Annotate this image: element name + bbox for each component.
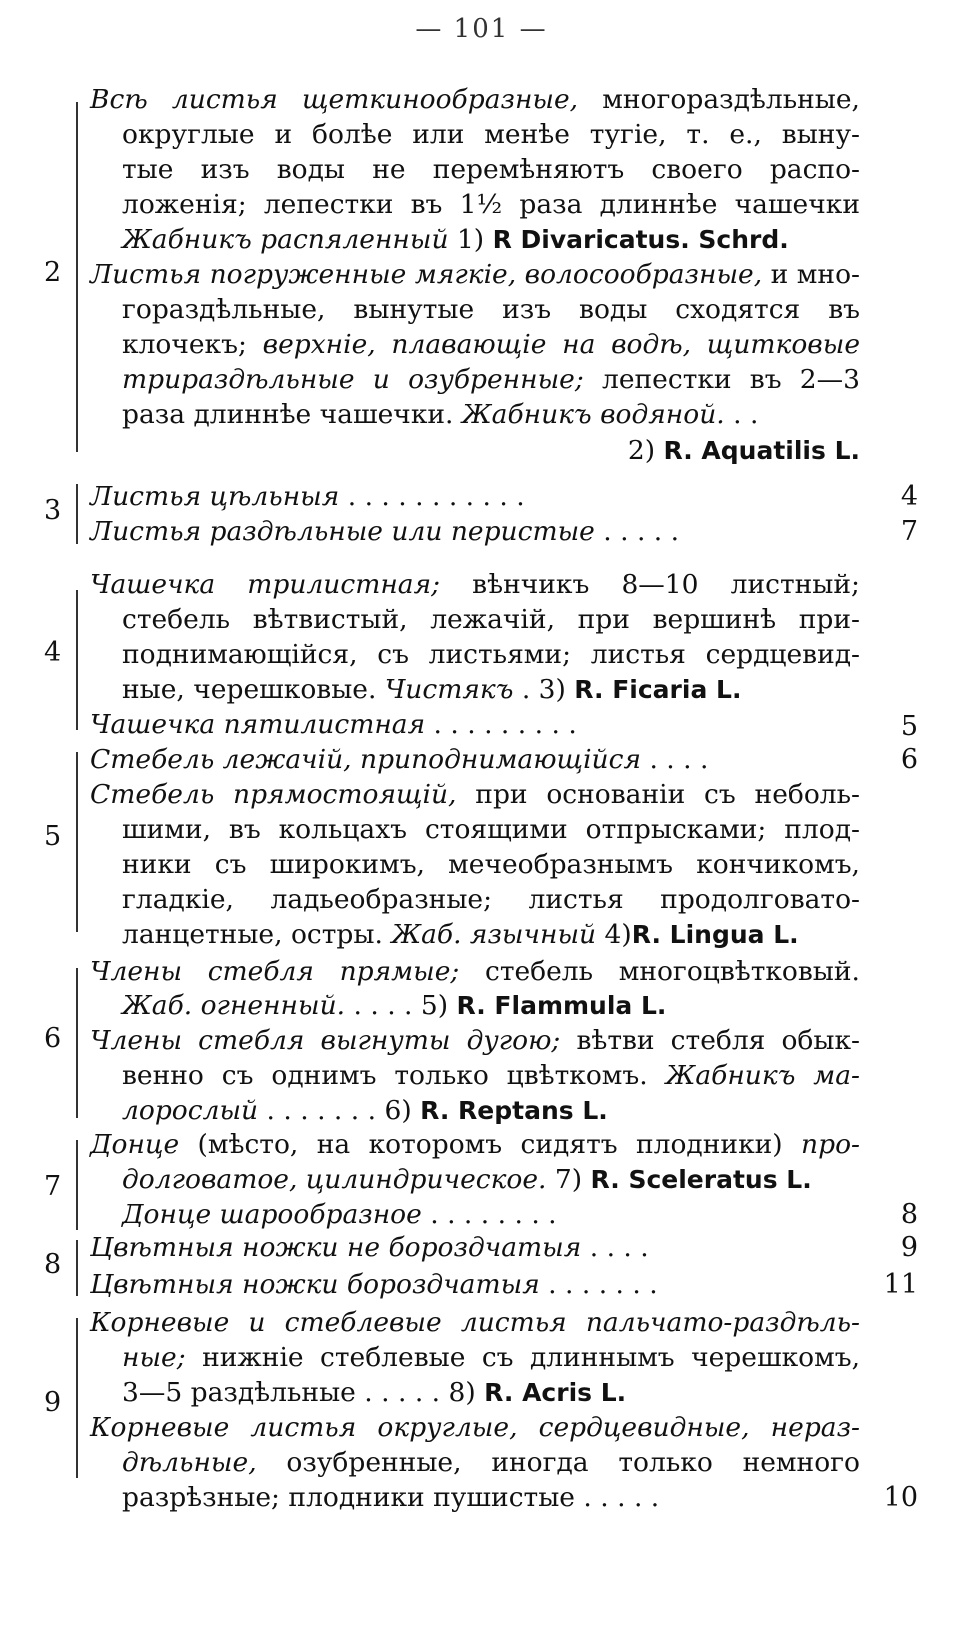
couplet-number: 6 (44, 1023, 62, 1054)
lead-2b-line: Листья погруженные мягкіе, волосообразные, и мно- (90, 259, 860, 290)
lead-4b: Чашечка пятилистная . . . . . . . . . (90, 709, 577, 740)
lead-2b-line: клочекъ; верхніе, плавающіе на водѣ, щитковые (122, 329, 860, 360)
lead-2b-line: 2) R. Aquatilis L. (627, 435, 860, 466)
lead-5b-line: ники съ широкимъ, мечеобразнымъ кончикомъ, (122, 849, 860, 880)
lead-2b-line: трираздѣльные и озубренные; лепестки въ 2—3 (122, 364, 861, 395)
lead-2a-line: округлые и болѣе или менѣе тугіе, т. е., выну- (122, 119, 860, 150)
lead-reference: 10 (883, 1482, 918, 1513)
brace-line (76, 1318, 78, 1478)
lead-5b-line: гладкіе, ладьеобразные; листья продолговато- (122, 884, 860, 915)
lead-reference: 7 (900, 516, 918, 547)
couplet-number: 8 (44, 1249, 62, 1280)
lead-8b: Цвѣтныя ножки бороздчатыя . . . . . . . (90, 1269, 658, 1300)
lead-reference: 5 (900, 711, 918, 742)
species-name: R. Reptans L. (420, 1096, 608, 1125)
lead-2a-line: тые изъ воды не перемѣняютъ своего распо- (122, 154, 860, 185)
couplet-number: 4 (44, 637, 62, 668)
lead-2a-line: Жабникъ распяленный 1) R Divaricatus. Schrd. (122, 224, 789, 255)
brace-line (76, 590, 78, 730)
lead-reference: 4 (900, 481, 918, 512)
species-name: R. Aquatilis L. (663, 436, 860, 465)
lead-7a-line: долговатое, цилиндрическое. 7) R. Sceleratus L. (122, 1164, 812, 1195)
lead-8a: Цвѣтныя ножки не бороздчатыя . . . . (90, 1232, 649, 1263)
brace-line (76, 968, 78, 1118)
lead-2a-line: ложенія; лепестки въ 1½ раза длиннѣе чашечки (122, 189, 860, 220)
lead-9a-line: Корневые и стеблевые листья пальчато-раздѣль- (90, 1307, 860, 1338)
lead-4a-line: ные, черешковые. Чистякъ . 3) R. Ficaria L. (122, 674, 742, 705)
brace-line (76, 102, 78, 452)
couplet-number: 3 (44, 495, 62, 526)
species-name: R. Acris L. (484, 1378, 627, 1407)
lead-9a-line: 3—5 раздѣльные . . . . . 8) R. Acris L. (122, 1377, 627, 1408)
species-name: R. Sceleratus L. (590, 1165, 812, 1194)
lead-reference: 9 (900, 1232, 918, 1263)
couplet-number: 9 (44, 1387, 62, 1418)
lead-6b-line: лорослый . . . . . . . 6) R. Reptans L. (122, 1095, 608, 1126)
couplet-number: 2 (44, 257, 62, 288)
lead-6b-line: Члены стебля выгнуты дугою; вѣтви стебля обык- (90, 1025, 860, 1056)
running-header: — 101 — (415, 14, 548, 44)
lead-4a-line: Чашечка трилистная; вѣнчикъ 8—10 листный; (90, 569, 860, 600)
lead-9b-line: Корневые листья округлые, сердцевидные, нераз- (90, 1412, 860, 1443)
lead-3a: Листья цѣльныя . . . . . . . . . . . (90, 481, 525, 512)
brace-line (76, 484, 78, 544)
species-name: R. Lingua L. (631, 920, 799, 949)
species-name: R Divaricatus. Schrd. (492, 225, 789, 254)
couplet-number: 5 (44, 821, 62, 852)
lead-2b-line: раза длиннѣе чашечки. Жабникъ водяной. . . (122, 399, 759, 430)
lead-9a-line: ные; нижніе стеблевые съ длиннымъ черешкомъ, (122, 1342, 860, 1373)
lead-5b-line: шими, въ кольцахъ стоящими отпрысками; плод- (122, 814, 860, 845)
species-name: R. Flammula L. (456, 991, 667, 1020)
lead-reference: 8 (900, 1199, 918, 1230)
lead-7b: Донце шарообразное . . . . . . . . (122, 1199, 557, 1230)
couplet-number: 7 (44, 1171, 62, 1202)
lead-9b-line: разрѣзные; плодники пушистые . . . . . (122, 1482, 660, 1513)
brace-line (76, 1140, 78, 1230)
lead-5a: Стебель лежачій, приподнимающійся . . . . (90, 744, 709, 775)
lead-5b-line: Стебель прямостоящій, при основаніи съ неболь- (90, 779, 860, 810)
lead-2b-line: гораздѣльные, вынутые изъ воды сходятся въ (122, 294, 860, 325)
lead-4a-line: стебель вѣтвистый, лежачій, при вершинѣ при- (122, 604, 860, 635)
lead-6a-line: Жаб. огненный. . . . . 5) R. Flammula L. (122, 990, 667, 1021)
brace-line (76, 752, 78, 932)
lead-reference: 6 (900, 744, 918, 775)
lead-5b-line: ланцетные, остры. Жаб. язычный 4)R. Lingua L. (122, 919, 799, 950)
lead-6a-line: Члены стебля прямые; стебель многоцвѣтковый. (90, 956, 860, 987)
lead-3b: Листья раздѣльные или перистые . . . . . (90, 516, 680, 547)
lead-4a-line: поднимающійся, съ листьями; листья сердцевид- (122, 639, 860, 670)
brace-line (76, 1240, 78, 1296)
lead-6b-line: венно съ однимъ только цвѣткомъ. Жабникъ ма- (122, 1060, 860, 1091)
species-name: R. Ficaria L. (574, 675, 742, 704)
lead-2a-line: Всѣ листья щеткинообразные, многораздѣльные, (90, 84, 860, 115)
lead-reference: 11 (883, 1269, 918, 1300)
lead-9b-line: дѣльные, озубренные, иногда только немного (122, 1447, 860, 1478)
lead-7a-line: Донце (мѣсто, на которомъ сидятъ плодники) про- (90, 1129, 860, 1160)
